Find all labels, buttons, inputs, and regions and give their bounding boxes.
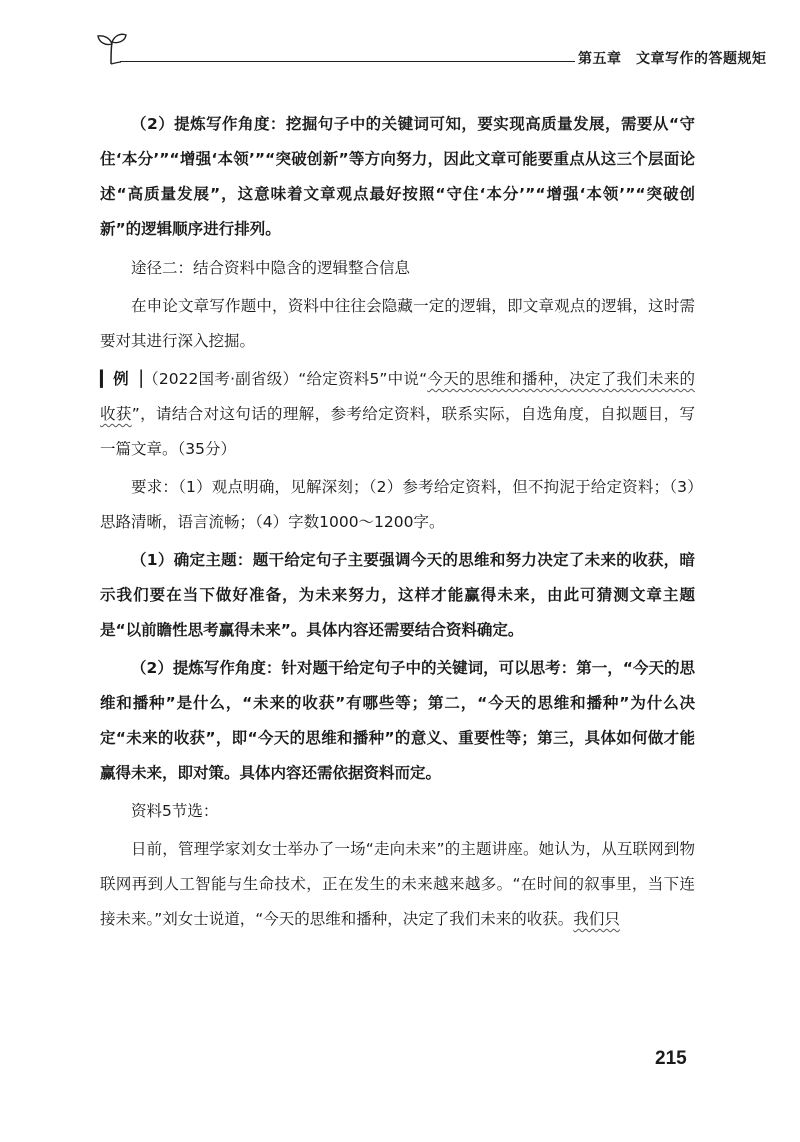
header-rule (120, 61, 575, 62)
material-text: 日前，管理学家刘女士举办了一场“走向未来”的主题讲座。她认为，从互联网到物联网再到人工智能与生命技术，正在发生的未来越来越多。“在时间的叙事里，当下连接未来。”刘女士说道，“今天的思维和播种，决定了我们未来的收获。 (100, 840, 695, 928)
running-header (95, 30, 767, 70)
example-text-b: ”，请结合对这句话的理解，参考给定资料，联系实际，自选角度，自拟题目，写一篇文章。（35分） (100, 405, 695, 458)
chapter-title: 第五章 文章写作的答题规矩 (578, 51, 767, 67)
page-body (100, 107, 695, 937)
subheading-approach-2: 途径二：结合资料中隐含的逻辑整合信息 (131, 259, 411, 277)
material-underlined: 我们只 (573, 910, 620, 928)
paragraph-angle-2: （2）提炼写作角度：针对题干给定句子中的关键词，可以思考：第一，“今天的思维和播种”是什么，“未来的收获”有哪些等；第二，“今天的思维和播种”为什么决定“未来的收获”，即“今天的思维和播种”的意义、重要性等；第三，具体如何做才能赢得未来，即对策。具体内容还需依据资料而定。 (100, 659, 695, 782)
requirements: 要求：（1）观点明确，见解深刻；（2）参考给定资料，但不拘泥于给定资料；（3）思路清晰，语言流畅；（4）字数1000～1200字。 (100, 478, 695, 531)
page-number: 215 (655, 1048, 687, 1069)
paragraph-theme: （1）确定主题：题干给定句子主要强调今天的思维和努力决定了未来的收获，暗示我们要在当下做好准备，为未来努力，这样才能赢得未来，由此可猜测文章主题是“以前瞻性思考赢得未来”。具体内容还需要结合资料确定。 (100, 551, 695, 639)
material-label: 资料5节选： (131, 802, 219, 820)
example-quote: 今天的思维和播种，决定了我们未来的收获 (100, 370, 695, 423)
example-tag: ▎例▕ (100, 370, 143, 388)
example-text-a: （2022国考·副省级）“给定资料5”中说“ (142, 370, 428, 388)
material-excerpt (100, 832, 695, 937)
paragraph-intro: 在申论文章写作题中，资料中往往会隐藏一定的逻辑，即文章观点的逻辑，这时需要对其进行深入挖掘。 (100, 297, 695, 350)
example-question (100, 362, 695, 467)
paragraph-angle-1: （2）提炼写作角度：挖掘句子中的关键词可知，要实现高质量发展，需要从“守住‘本分’”“增强‘本领’”“突破创新”等方向努力，因此文章可能要重点从这三个层面论述“高质量发展”，这意味着文章观点最好按照“守住‘本分’”“增强‘本领’”“突破创新”的逻辑顺序进行排列。 (100, 115, 695, 238)
